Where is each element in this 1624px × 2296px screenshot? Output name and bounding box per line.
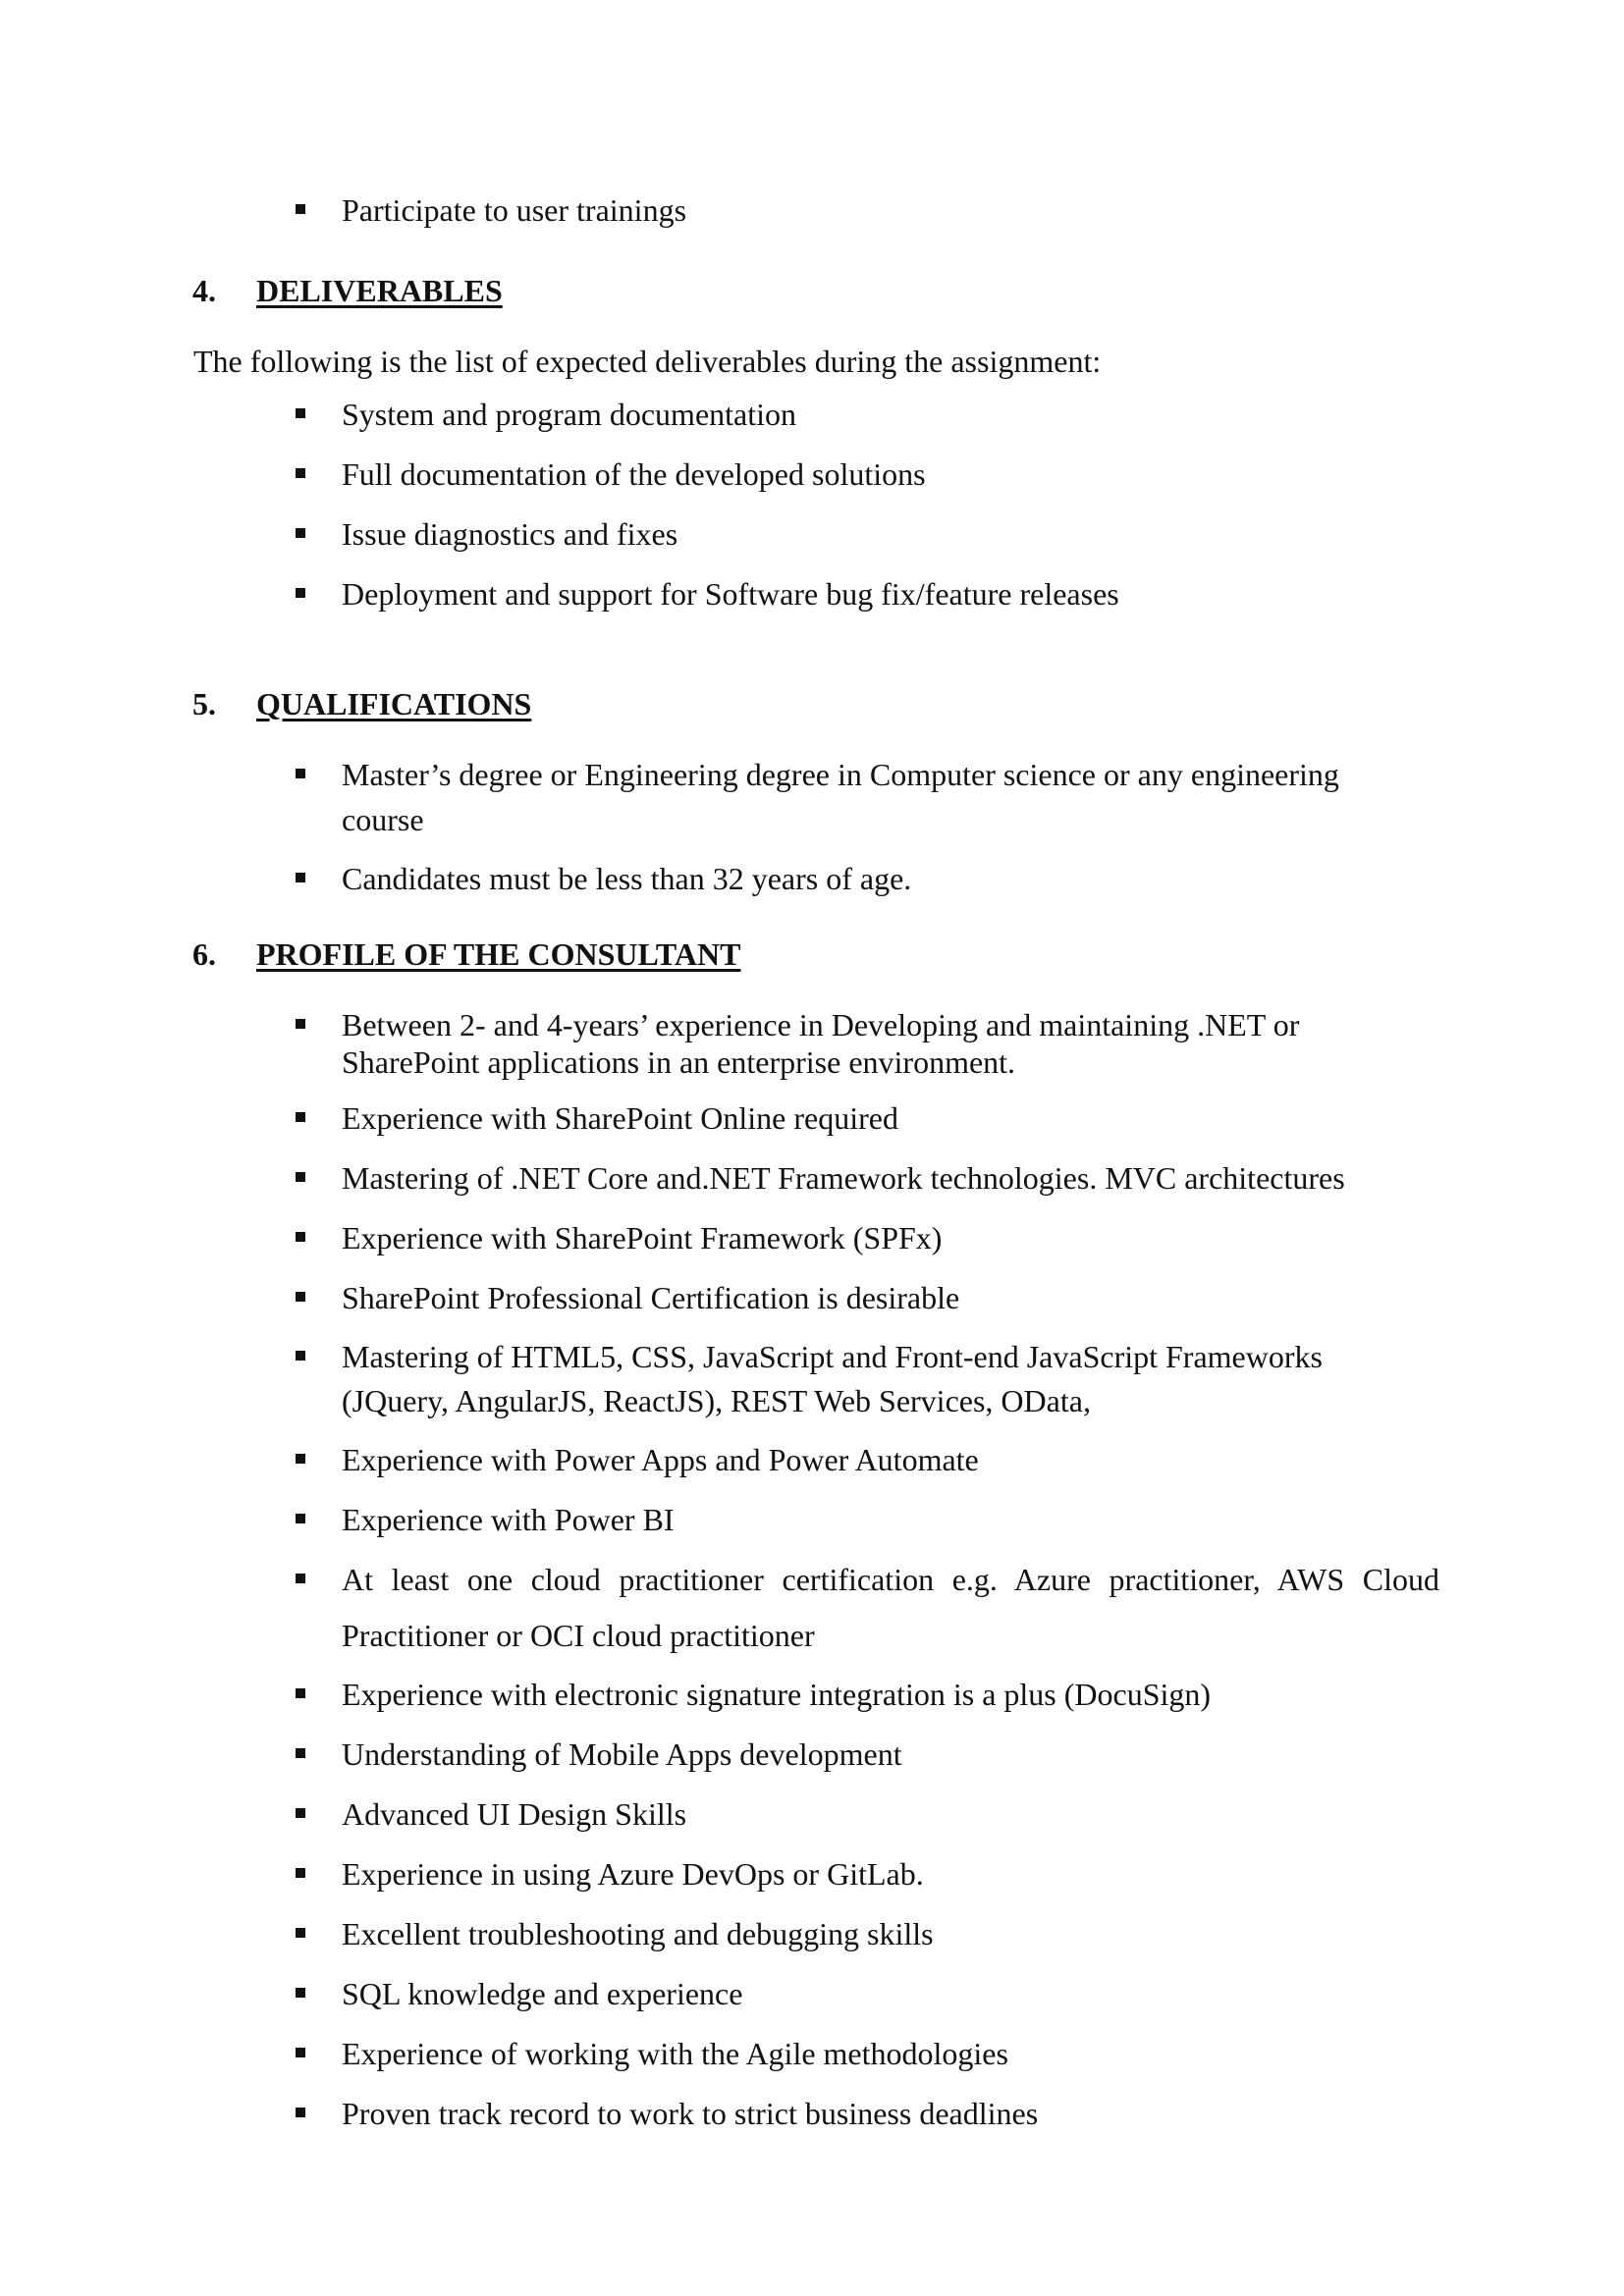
bullet-text: Experience with Power BI	[342, 1502, 675, 1537]
bullet-text: Experience with electronic signature integration is a plus (DocuSign)	[342, 1677, 1212, 1712]
bullet-text: Proven track record to work to strict business deadlines	[342, 2096, 1039, 2131]
section-heading: PROFILE OF THE CONSULTANT	[256, 936, 741, 972]
bullet-text: Issue diagnostics and fixes	[342, 516, 678, 552]
bullet-text: Experience with Power Apps and Power Automate	[342, 1442, 979, 1477]
section-number: 4.	[192, 273, 216, 308]
bullet-text: Master’s degree or Engineering degree in Computer science or any engineering	[342, 757, 1339, 792]
bullet-text: Mastering of HTML5, CSS, JavaScript and Front-end JavaScript Frameworks	[342, 1339, 1323, 1374]
bullet-text: Advanced UI Design Skills	[342, 1796, 687, 1832]
bullet-marker	[296, 468, 305, 478]
bullet-marker	[296, 1688, 305, 1698]
bullet-marker	[296, 769, 305, 778]
bullet-text-continuation: course	[342, 802, 424, 837]
bullet-text: Participate to user trainings	[342, 192, 687, 228]
bullet-marker	[296, 2048, 305, 2057]
section-heading: DELIVERABLES	[256, 273, 503, 308]
bullet-marker	[296, 204, 305, 214]
bullet-marker	[296, 2108, 305, 2117]
bullet-text: At least one cloud practitioner certification e.g. Azure practitioner, AWS Cloud	[342, 1562, 1439, 1597]
bullet-marker	[296, 1748, 305, 1758]
bullet-marker	[296, 408, 305, 418]
bullet-text-continuation: SharePoint applications in an enterprise environment.	[342, 1044, 1016, 1080]
bullet-marker	[296, 528, 305, 538]
bullet-text: Experience with SharePoint Framework (SPFx)	[342, 1220, 943, 1255]
bullet-marker	[296, 1928, 305, 1938]
bullet-text: Understanding of Mobile Apps development	[342, 1736, 902, 1772]
bullet-text: Excellent troubleshooting and debugging skills	[342, 1916, 934, 1951]
bullet-text: System and program documentation	[342, 397, 797, 432]
bullet-text-continuation: (JQuery, AngularJS, ReactJS), REST Web Services, OData,	[342, 1383, 1091, 1418]
bullet-text: Mastering of .NET Core and.NET Framework technologies. MVC architectures	[342, 1160, 1345, 1196]
bullet-marker	[296, 1808, 305, 1818]
section-heading: QUALIFICATIONS	[256, 686, 532, 721]
bullet-text: Candidates must be less than 32 years of age.	[342, 861, 912, 896]
bullet-marker	[296, 1868, 305, 1878]
bullet-text: Experience in using Azure DevOps or GitLab.	[342, 1856, 924, 1892]
bullet-marker	[296, 588, 305, 598]
bullet-text: Full documentation of the developed solutions	[342, 456, 926, 492]
bullet-marker	[296, 1292, 305, 1302]
section-intro: The following is the list of expected deliverables during the assignment:	[193, 344, 1102, 379]
bullet-text: SQL knowledge and experience	[342, 1976, 743, 2011]
bullet-text: Between 2- and 4-years’ experience in Developing and maintaining .NET or	[342, 1007, 1300, 1042]
bullet-marker	[296, 1988, 305, 1998]
bullet-marker	[296, 873, 305, 882]
bullet-text: Experience with SharePoint Online required	[342, 1100, 898, 1136]
bullet-marker	[296, 1232, 305, 1242]
bullet-marker	[296, 1514, 305, 1523]
section-number: 5.	[192, 686, 216, 721]
bullet-text: SharePoint Professional Certification is desirable	[342, 1280, 960, 1315]
bullet-marker	[296, 1112, 305, 1122]
bullet-text: Deployment and support for Software bug fix/feature releases	[342, 576, 1119, 612]
bullet-text: Experience of working with the Agile methodologies	[342, 2036, 1008, 2071]
bullet-text-continuation: Practitioner or OCI cloud practitioner	[342, 1618, 815, 1653]
bullet-marker	[296, 1454, 305, 1464]
bullet-marker	[296, 1019, 305, 1029]
bullet-marker	[296, 1574, 305, 1583]
section-number: 6.	[192, 936, 216, 972]
bullet-marker	[296, 1351, 305, 1361]
bullet-marker	[296, 1172, 305, 1182]
